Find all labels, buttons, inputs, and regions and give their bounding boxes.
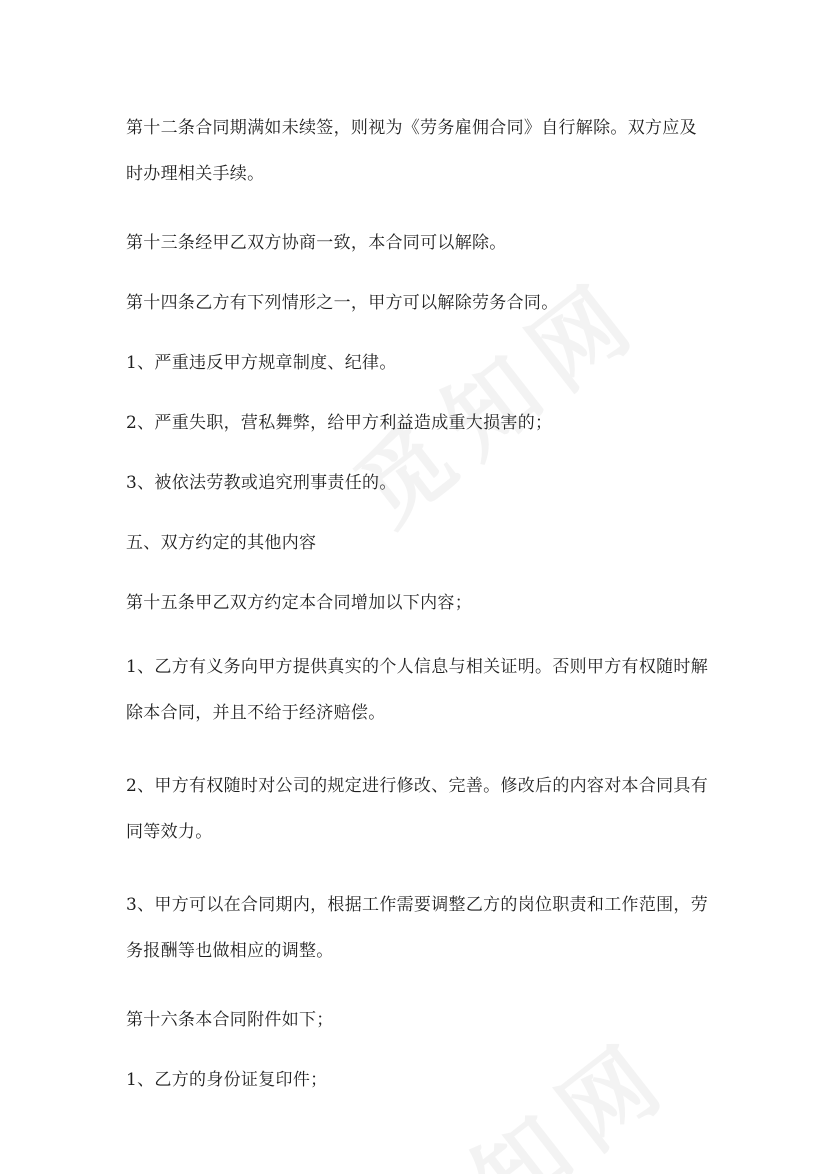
clause-15-item-1: 1、乙方有义务向甲方提供真实的个人信息与相关证明。否则甲方有权随时解除本合同，并且不给于经济赔偿。 [126, 657, 709, 723]
clause-16-item-1: 1、乙方的身份证复印件； [126, 1070, 328, 1090]
clause-15-item-3: 3、甲方可以在合同期内，根据工作需要调整乙方的岗位职责和工作范围，劳务报酬等也做相应的调整。 [126, 895, 709, 961]
clause-14-item-3: 3、被依法劳教或追究刑事责任的。 [126, 473, 397, 493]
clause-12-paragraph: 第十二条合同期满如未续签，则视为《劳务雇佣合同》自行解除。双方应及时办理相关手续。 [126, 118, 697, 184]
clause-14-item-2: 2、严重失职，营私舞弊，给甲方利益造成重大损害的； [126, 413, 553, 433]
clause-15-item-2: 2、甲方有权随时对公司的规定进行修改、完善。修改后的内容对本合同具有同等效力。 [126, 776, 709, 842]
clause-16-paragraph: 第十六条本合同附件如下； [126, 1010, 334, 1030]
clause-14-item-1: 1、严重违反甲方规章制度、纪律。 [126, 353, 397, 373]
clause-13-paragraph: 第十三条经甲乙双方协商一致，本合同可以解除。 [126, 233, 507, 253]
clause-14-paragraph: 第十四条乙方有下列情形之一，甲方可以解除劳务合同。 [126, 293, 559, 313]
document-body [126, 105, 711, 1121]
clause-15-paragraph: 第十五条甲乙双方约定本合同增加以下内容； [126, 593, 472, 613]
section-heading: 五、双方约定的其他内容 [126, 533, 317, 553]
